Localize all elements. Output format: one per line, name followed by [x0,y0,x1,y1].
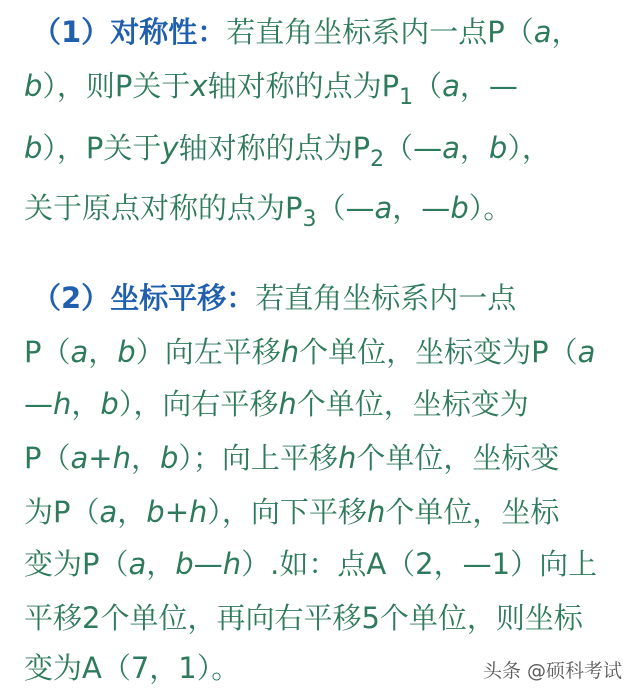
unit-coord3: 个单位，坐标变 [356,441,560,475]
s2-line-5 [24,492,640,532]
comma: ， [117,495,147,529]
var-x: x [190,69,208,103]
var-h: h [366,495,386,529]
s1-close-then: ），则P关于 [42,69,191,103]
var-b: b [24,69,43,103]
var-b: b [146,495,165,529]
comma: ， [146,547,176,581]
unit-coord4: 个单位，坐标 [385,495,560,529]
var-h: h [222,547,242,581]
var-h: h [53,387,72,421]
s1-line-2 [24,66,640,110]
close-period: ）。 [468,191,513,225]
watermark: 头条 @硕科考试 [482,660,622,682]
var-a: a [128,547,147,581]
close-up: ）；向上平移 [178,441,338,475]
neg-sep: ，— [459,69,518,103]
s1-x-sym: 轴对称的点为P [207,69,400,103]
var-a: a [70,335,89,369]
subscript-2: 2 [370,147,385,172]
p-open: P（ [24,441,71,475]
s2-label: （2） [32,281,111,315]
open-neg: （— [384,131,443,165]
plus: + [164,495,190,529]
comma: ， [459,131,489,165]
subscript-1: 1 [399,85,414,110]
s1-origin: 关于原点对称的点为P [24,191,303,225]
var-h: h [112,441,131,475]
s1-line-3 [24,128,640,172]
s1-y-sym: 轴对称的点为P [178,131,371,165]
s1-heading: 对称性： [110,15,227,49]
var-b: b [100,387,119,421]
close-right: ），向右平移 [118,387,279,421]
var-b: b [117,335,136,369]
s2-line-6 [24,544,640,584]
s1-close-comma-p: ），P关于 [42,131,162,165]
var-b: b [24,131,43,165]
var-h: h [278,387,297,421]
s2-line-3 [24,384,640,424]
unit-coord2: 个单位，坐标变为 [296,387,529,421]
bian-p: 变为P（ [24,547,129,581]
var-a: a [442,131,460,165]
comma: ， [88,335,118,369]
line8: 变为A（7，1）。 [24,651,241,685]
var-h: h [189,495,208,529]
wei-p: 为P（ [24,495,100,529]
var-a: a [70,441,89,475]
p-open: P（ [24,335,71,369]
s1-line-1 [32,12,640,52]
plus: + [88,441,113,475]
comma: ， [551,15,581,49]
dash: — [24,387,53,421]
s2-line-4 [24,438,640,478]
var-b: b [450,191,469,225]
s1-text1: 若直角坐标系内一点P（ [226,15,534,49]
s2-text1: 若直角坐标系内一点 [255,281,517,315]
var-h: h [337,441,357,475]
s2-line-7 [24,598,640,638]
var-a: a [533,15,552,49]
var-a: a [374,191,393,225]
close-left: ）向左平移 [135,335,281,369]
close-comma: ）， [507,131,551,165]
var-a: a [577,335,596,369]
var-y: y [161,131,179,165]
minus: — [193,547,223,581]
s2-line-2 [24,332,640,372]
open-paren: （ [413,69,443,103]
var-a: a [99,495,118,529]
var-h: h [280,335,300,369]
var-b: b [175,547,194,581]
open-neg: （— [316,191,375,225]
s2-heading: 坐标平移： [110,281,256,315]
var-a: a [442,69,460,103]
comma: ， [130,441,160,475]
line7: 平移2个单位，再向右平移5个单位，则坐标 [24,601,583,635]
s1-line-4 [24,188,640,232]
var-b: b [488,131,508,165]
close-down: ），向下平移 [207,495,367,529]
unit-coord: 个单位，坐标变为P（ [299,335,578,369]
subscript-3: 3 [302,207,317,232]
comma: ， [71,387,101,421]
example: ）.如：点A（2，—1）向上 [241,547,598,581]
comma-neg: ，— [392,191,451,225]
s1-label: （1） [32,15,111,49]
var-b: b [160,441,179,475]
s2-line-1 [32,278,640,318]
